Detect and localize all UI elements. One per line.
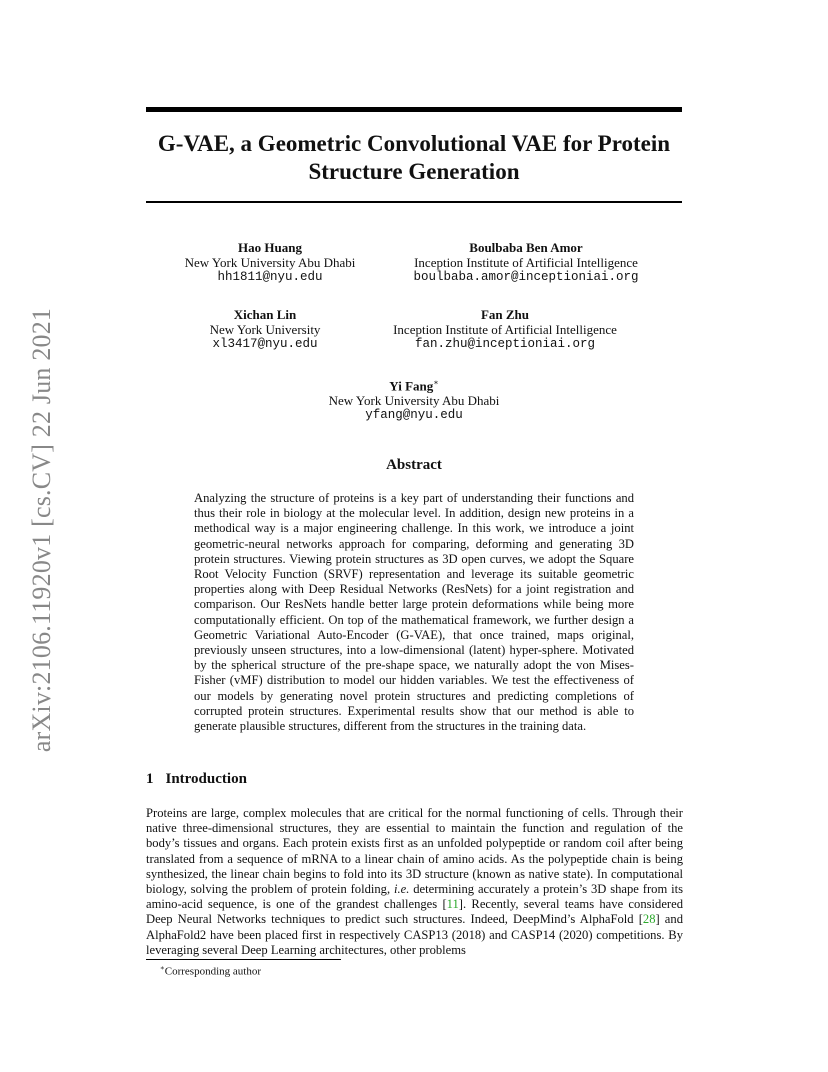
corresponding-mark: ∗ [433,378,439,387]
footnote [160,962,261,979]
title-top-rule [146,107,682,112]
author-block-boulbaba-ben-amor [386,240,666,285]
author-email: hh1811@nyu.edu [217,270,323,284]
intro-text-3: ]. Recently, several teams have considered Deep Neural Networks techniques to predict such structures. Indeed, DeepMind’s AlphaFold [ [146,897,683,927]
author-name: Xichan Lin [233,307,297,322]
author-name [310,375,518,393]
author-affiliation: Inception Institute of Artificial Intelligence [393,322,617,337]
author-affiliation: Inception Institute of Artificial Intelligence [414,255,638,270]
author-affiliation: New York University Abu Dhabi [328,393,500,409]
author-block-hao-huang [170,240,370,285]
author-name: Boulbaba Ben Amor [469,240,583,255]
footnote-rule [146,959,341,960]
abstract-text: Analyzing the structure of proteins is a key part of understanding their functions and thus their role in biology at the molecular level. In addition, design new proteins in a methodical way is a major engineering challenge. In this work, we introduce a joint geometric-neural networks approach for comparing, deforming and generating 3D protein structures. Viewing protein structures as 3D open curves, we adopt the Square Root Velocity Function (SRVF) representation and leverage its suitable geometric properties along with Deep Residual Networks (ResNets) for a joint registration and comparison. Our ResNets handle better large protein deformations while being more computationally efficient. On top of the mathematical framework, we further design a Geometric Variational Auto-Encoder (G-VAE), that once trained, maps original, previously unseen structures, into a low-dimensional (latent) hyper-sphere. Motivated by the spherical structure of the pre-shape space, we naturally adopt the von Mises-Fisher (vMF) distribution to model our hidden variables. We test the effectiveness of our models by generating novel protein structures and predicting completions of corrupted protein structures. Experimental results show that our method is able to generate plausible structures, different from the structures in the training data. [194,491,634,734]
intro-text-2: determining accurately a protein’s 3D shape from its amino-acid sequence, is one of the grandest challenges [ [146,882,683,912]
paper-title [146,130,682,186]
section-title: Introduction [165,771,247,787]
intro-text-4: ] and AlphaFold2 have been placed first in respectively CASP13 (2018) and CASP14 (2020) competitions. By leveraging several Deep Learning architectures, other problems [146,912,683,957]
author-block-yi-fang [310,375,518,423]
author-affiliation: New York University Abu Dhabi [184,255,356,270]
introduction-paragraph [146,806,683,958]
author-name-text: Yi Fang [389,378,434,394]
title-line-2: Structure Generation [308,159,520,184]
abstract-heading: Abstract [386,457,442,473]
author-email: yfang@nyu.edu [365,408,463,423]
author-email: fan.zhu@inceptioniai.org [414,337,596,351]
author-name: Fan Zhu [480,307,530,322]
citation-link[interactable]: 28 [642,912,656,927]
author-name: Hao Huang [238,240,302,255]
author-email: boulbaba.amor@inceptioniai.org [413,270,639,284]
arxiv-stamp [17,300,67,760]
author-block-fan-zhu [380,307,630,352]
author-email: xl3417@nyu.edu [212,337,318,351]
footnote-mark: ∗ [160,964,165,972]
intro-ie: i.e. [394,882,410,897]
intro-text-1: Proteins are large, complex molecules that are critical for the normal functioning of cells. Through their native three-dimensional structures, they are essential to maintain the function and regulation of the body’s tissues and organs. Each protein exists first as an unfolded polypeptide or random coil after being translated from a sequence of mRNA to a linear chain of amino acids. As the polypeptide chain is being synthesized, the linear chain begins to fold into its 3D structure (known as native state). In computational biology, solving the problem of protein folding, [146,806,683,897]
section-number: 1 [146,771,154,787]
citation-link[interactable]: 11 [446,897,459,912]
author-block-xichan-lin [170,307,360,352]
title-bottom-rule [146,201,682,203]
footnote-text: Corresponding author [164,965,261,978]
section-heading-introduction [146,771,247,788]
author-affiliation: New York University [209,322,321,337]
title-line-1: G-VAE, a Geometric Convolutional VAE for Protein [157,131,671,156]
arxiv-stamp-text: arXiv:2106.11920v1 [cs.CV] 22 Jun 2021 [27,307,56,753]
